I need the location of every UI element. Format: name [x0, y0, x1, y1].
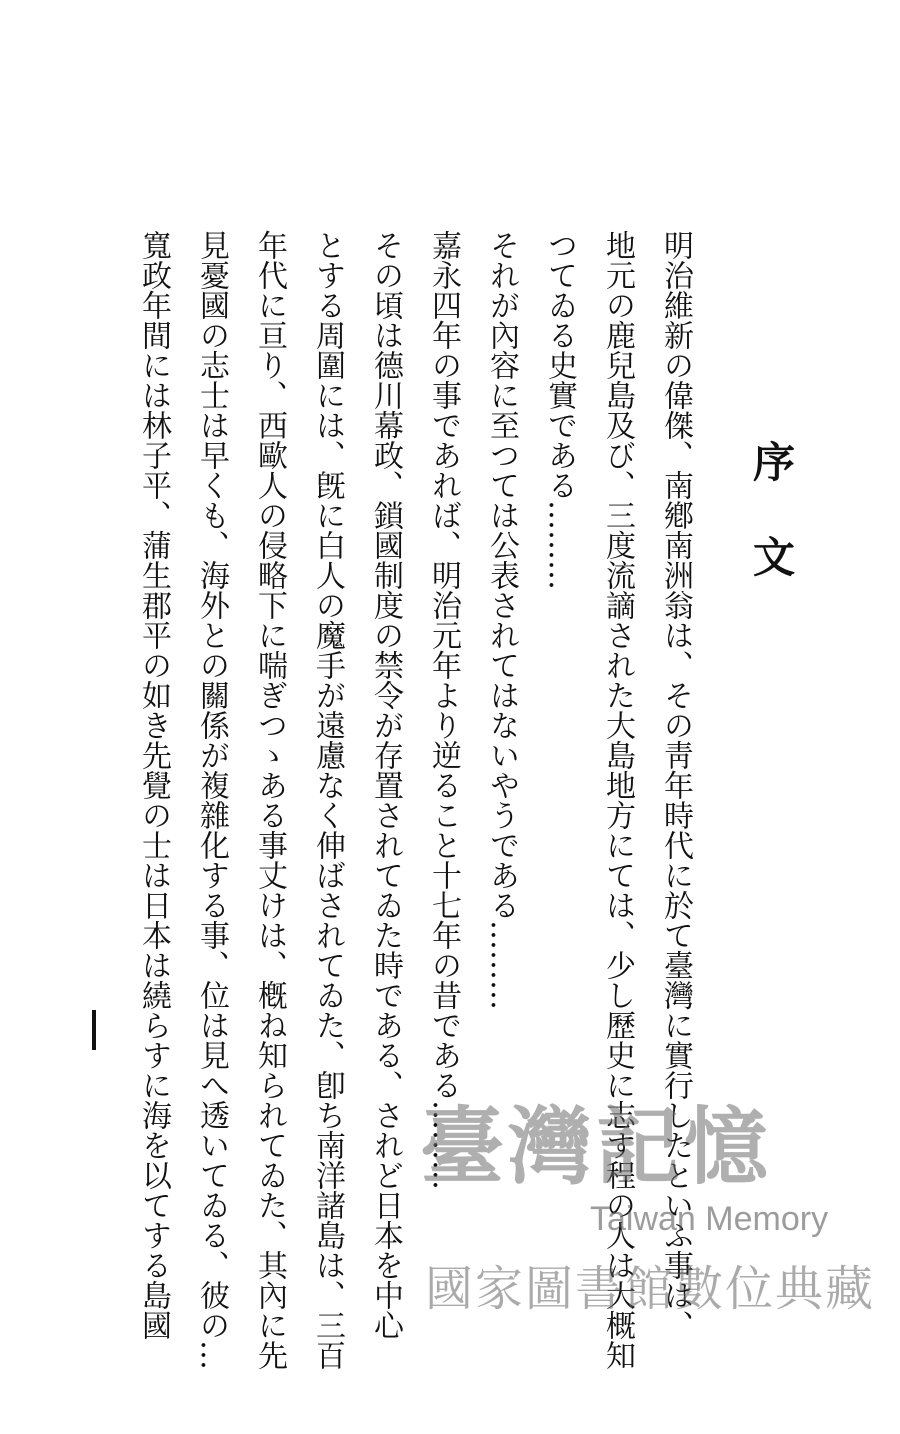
body-line-7: とする周圍には、旣に白人の魔手が遠慮なく伸ばされてゐた、卽ち南洋諸島は、三百: [310, 230, 345, 1370]
body-line-2: 地元の鹿兒島及び、三度流謫された大島地方にては、少し歷史に志す程の人は大概知: [600, 230, 635, 1370]
watermark-sub: 國家圖書館數位典藏: [425, 1261, 876, 1317]
watermark-english: Taiwan Memory: [590, 1200, 829, 1238]
body-line-6: その頃は德川幕政、鎖國制度の禁令が存置されてゐた時である、されど日本を中心: [368, 230, 403, 1340]
body-line-1: 明治維新の偉傑、南鄕南洲翁は、その靑年時代に於て臺灣に實行したといふ事は、: [658, 230, 693, 1340]
body-line-5: 嘉永四年の事であれば、明治元年より逆ること十七年の昔である………: [426, 230, 461, 1190]
body-line-9: 見憂國の志士は早くも、海外との關係が複雜化する事、位は見へ透いてゐる、彼の…: [194, 230, 229, 1370]
body-line-8: 年代に亘り、西歐人の侵略下に喘ぎつゝある事丈けは、槪ね知られてゐた、其內に先: [252, 230, 287, 1370]
page-number-mark: [92, 1010, 96, 1050]
title-char-1: 序: [747, 440, 796, 482]
body-line-10: 寬政年間には林子平、蒲生郡平の如き先覺の士は日本は繞らすに海を以てする島國: [136, 230, 171, 1340]
watermark-main: 臺灣記憶: [420, 1097, 773, 1196]
body-line-3: つてゐる史實である………: [542, 230, 577, 590]
body-line-4: それが內容に至つては公表されてはないやうである………: [484, 230, 519, 1010]
title-char-2: 文: [747, 535, 796, 577]
